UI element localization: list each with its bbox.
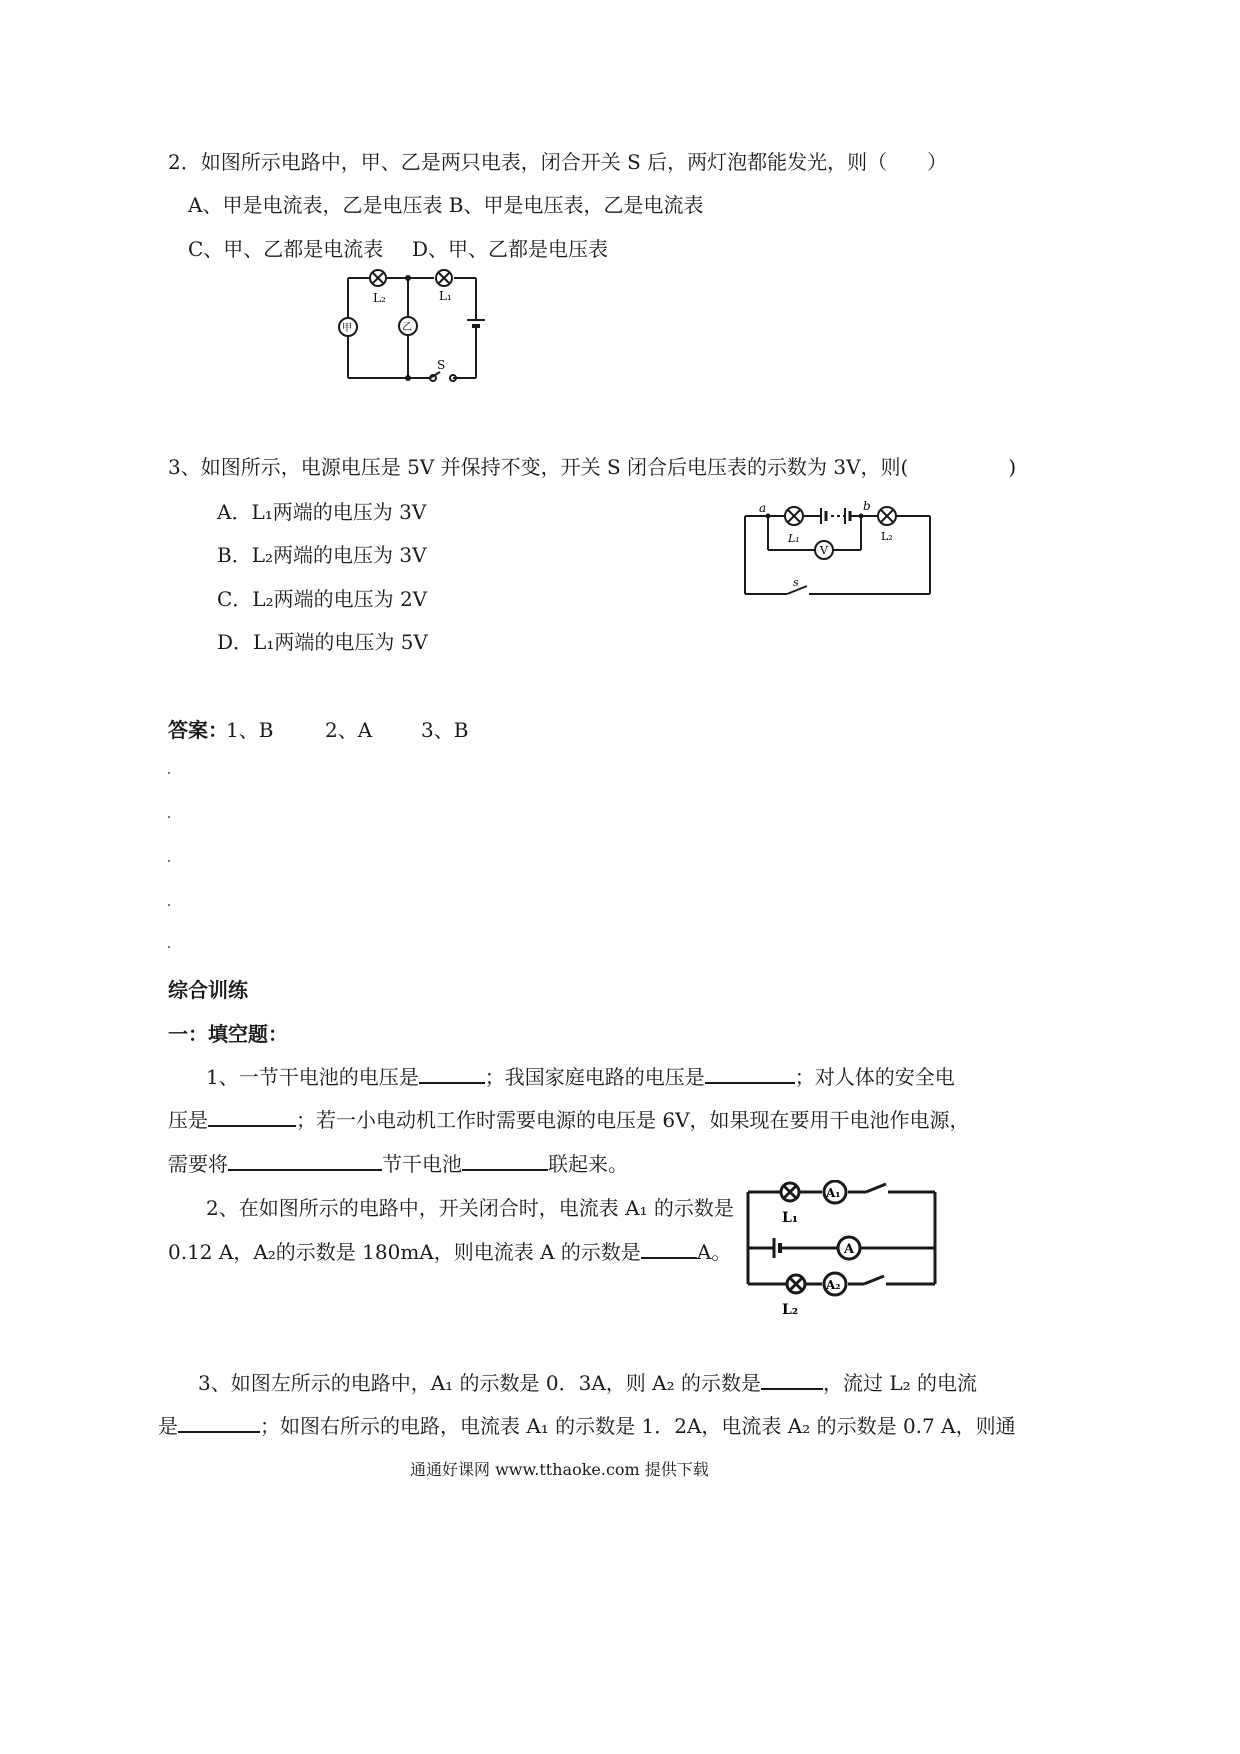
fill2-text: 0.12 A，A₂的示数是 180mA，则电流表 A 的示数是 [168,1240,641,1264]
answer-3: 3、B [421,718,469,742]
scan-speck [168,772,170,774]
q2-circuit-diagram [330,262,500,392]
blank-dry-cell-voltage[interactable] [419,1061,485,1084]
page-footer: 通通好课网 www.tthaoke.com 提供下载 [410,1460,709,1479]
fill2-circuit-diagram [740,1180,945,1320]
fill2-line1: 2、在如图所示的电路中，开关闭合时，电流表 A₁ 的示数是 [206,1196,734,1220]
q3-label-v: V [820,544,828,557]
scan-speck [168,904,170,906]
q3-stem: 3、如图所示，电源电压是 5V 并保持不变，开关 S 闭合后电压表的示数为 3V，则( ) [168,455,1017,479]
scan-speck [168,816,170,818]
fill2-text: A。 [696,1240,732,1264]
fill2-label-a2: A₂ [826,1278,841,1292]
fill1-text: 联起来。 [548,1152,628,1176]
fill3-text: ，流过 L₂ 的电流 [822,1371,977,1395]
fill2-line2 [168,1236,731,1265]
fill1-line3 [168,1148,628,1177]
fill3-text: 是 [158,1414,178,1438]
q2-label-jia: 甲 [342,323,352,334]
q3-option-a: A．L₁两端的电压为 3V [217,500,427,524]
q2-label-yi: 乙 [402,322,412,333]
blank-safe-voltage[interactable] [208,1104,296,1127]
answers-label: 答案： [168,718,228,742]
scan-speck [168,860,170,862]
fill3-line1 [198,1367,977,1396]
blank-cell-count[interactable] [228,1148,382,1171]
q3-option-c: C．L₂两端的电压为 2V [217,587,428,611]
fill1-text: 压是 [168,1108,208,1132]
q3-circuit-diagram [735,494,945,604]
q3-label-b: b [863,499,871,513]
blank-ammeter-reading[interactable] [641,1236,697,1259]
fill3-line2 [158,1410,1016,1439]
fill1-text: ；我国家庭电路的电压是 [484,1065,705,1089]
q2-option-d: D、甲、乙都是电压表 [412,237,609,261]
fill1-text: ；对人体的安全电 [794,1065,955,1089]
answer-1: 1、B [226,718,274,742]
blank-connection-type[interactable] [462,1148,548,1171]
q3-label-a: a [759,501,767,515]
q3-option-d: D．L₁两端的电压为 5V [217,630,428,654]
blank-household-voltage[interactable] [705,1061,795,1084]
fill1-text: ；若一小电动机工作时需要电源的电压是 6V，如果现在要用干电池作电源， [296,1108,970,1132]
scan-speck [168,946,170,948]
fill1-text: 需要将 [168,1152,228,1176]
blank-l2-current[interactable] [178,1410,260,1433]
fill2-label-a1: A₁ [826,1186,841,1200]
fill1-text: 节干电池 [382,1152,462,1176]
q2-options-ab: A、甲是电流表，乙是电压表 B、甲是电压表，乙是电流表 [188,193,704,217]
q3-label-l2: L₂ [881,530,893,543]
fill1-text: 1、一节干电池的电压是 [206,1065,419,1089]
fill3-text: 3、如图左所示的电路中，A₁ 的示数是 0．3A，则 A₂ 的示数是 [198,1371,761,1395]
section-subtitle: 一：填空题： [168,1022,288,1046]
fill1-line1 [206,1061,955,1090]
q2-option-c: C、甲、乙都是电流表 [188,237,384,261]
section-title: 综合训练 [168,978,248,1002]
fill1-line2 [168,1104,970,1133]
answer-2: 2、A [325,718,373,742]
fill2-label-l1: L₁ [782,1210,798,1226]
blank-a2-reading[interactable] [761,1367,823,1390]
q2-label-l2: L₂ [373,291,386,305]
q3-label-l1: L₁ [788,532,800,545]
fill3-text: ；如图右所示的电路，电流表 A₁ 的示数是 1．2A，电流表 A₂ 的示数是 0.7 A，则通 [260,1414,1016,1438]
q2-label-s: S [437,358,446,372]
fill2-label-l2: L₂ [782,1302,798,1318]
q3-option-b: B．L₂两端的电压为 3V [217,543,427,567]
q2-label-l1: L₁ [439,289,452,303]
fill2-label-a: A [844,1242,855,1257]
q3-label-s: s [793,576,799,589]
q2-stem: 2．如图所示电路中，甲、乙是两只电表，闭合开关 S 后，两灯泡都能发光，则（ ） [168,150,948,174]
